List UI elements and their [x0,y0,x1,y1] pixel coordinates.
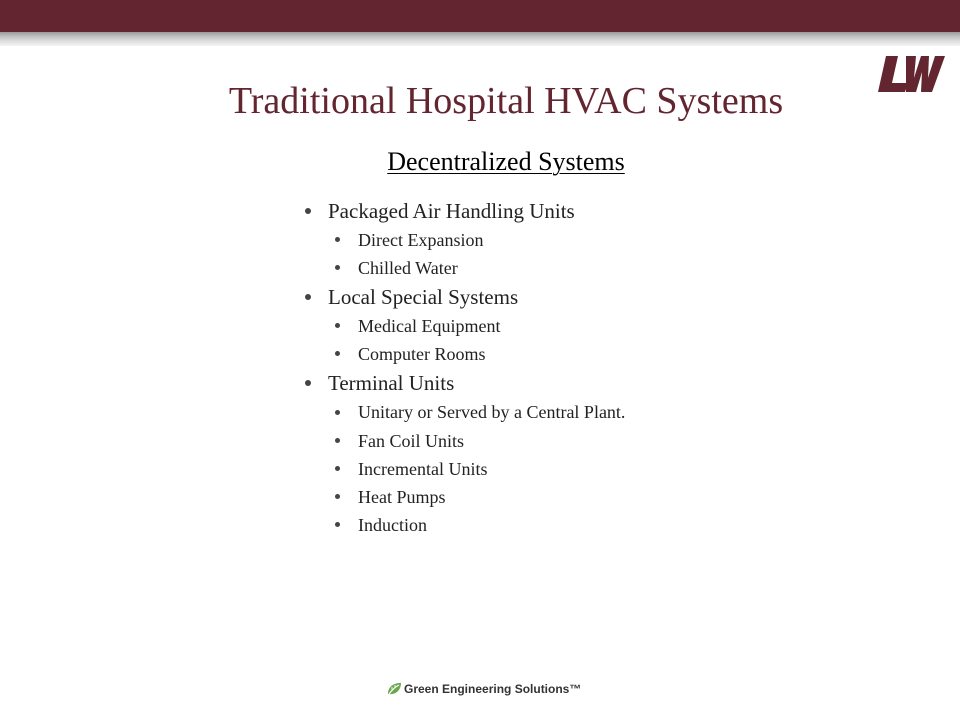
top-header-bar [0,0,960,32]
list-item [300,196,680,226]
bullet-icon [335,410,340,415]
bullet-icon [335,522,340,527]
header-stripe [0,32,960,46]
bullet-icon [335,237,340,242]
list-item [300,312,680,340]
bullet-icon [305,294,311,300]
list-item-text: Incremental Units [358,459,488,479]
list-item-text: Computer Rooms [358,344,486,364]
list-item [300,254,680,282]
list-item-text: Heat Pumps [358,487,446,507]
list-item-text: Chilled Water [358,258,458,278]
leaf-icon [386,682,402,696]
list-item-text: Terminal Units [328,371,455,395]
list-item-text: Direct Expansion [358,230,484,250]
list-item [300,340,680,368]
list-item [300,427,680,455]
bullet-icon [305,208,311,214]
list-item [300,226,680,254]
slide-title: Traditional Hospital HVAC Systems [228,80,784,122]
list-item-text: Fan Coil Units [358,431,465,451]
bullet-icon [335,351,340,356]
list-item [300,398,680,427]
bullet-list [300,196,680,539]
list-item-text: Unitary or Served by a Central Plant. [358,402,626,422]
list-item-text: Packaged Air Handling Units [328,199,575,223]
list-item-text: Local Special Systems [328,285,519,309]
slide-subtitle: Decentralized Systems [387,147,625,176]
list-item [300,282,680,312]
footer-text: Green Engineering Solutions™ [404,682,582,696]
list-item [300,368,680,398]
list-item-text: Medical Equipment [358,316,501,336]
bullet-icon [335,323,340,328]
bullet-icon [335,466,340,471]
bullet-icon [335,438,340,443]
bullet-icon [335,494,340,499]
list-item [300,483,680,511]
footer-brand [386,680,581,698]
list-item-text: Induction [358,515,427,535]
list-item [300,511,680,539]
bullet-icon [335,265,340,270]
bullet-icon [305,380,311,386]
list-item [300,455,680,483]
